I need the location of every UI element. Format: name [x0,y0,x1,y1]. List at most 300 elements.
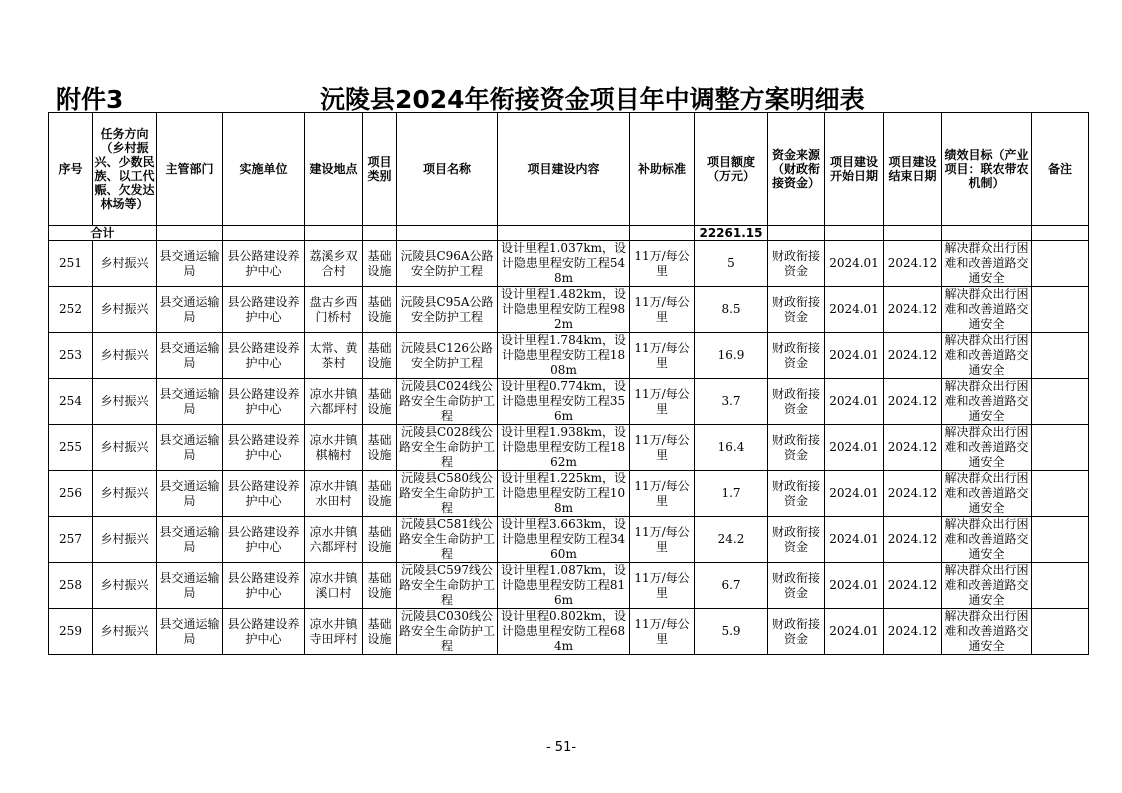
row-dept-text: 县交通运输局 [159,294,220,324]
table-row [49,471,1089,517]
row-source-text: 财政衔接资金 [771,570,820,600]
row-direction-text: 乡村振兴 [100,302,149,316]
row-standard-text: 11万/每公里 [634,478,690,508]
row-direction [93,425,157,471]
row-direction [93,609,157,655]
row-name [397,471,498,517]
row-end-text: 2024.12 [887,532,938,546]
row-goal-text: 解决群众出行困难和改善道路交通安全 [944,333,1029,377]
row-source [768,471,825,517]
row-name [397,563,498,609]
row-direction-text: 乡村振兴 [100,256,149,270]
row-direction-text: 乡村振兴 [100,578,149,592]
col-header-dept: 主管部门 [157,113,223,226]
row-standard [630,471,695,517]
row-dept [157,563,223,609]
row-dept [157,241,223,287]
row-content [498,379,630,425]
row-unit [223,241,305,287]
row-goal-text: 解决群众出行困难和改善道路交通安全 [944,287,1029,331]
row-note [1032,563,1089,609]
row-source [768,517,825,563]
col-header-direction: 任务方向（乡村振兴、少数民族、以工代赈、欠发达林场等） [93,113,157,226]
table-row [49,287,1089,333]
row-end [884,609,942,655]
row-end [884,287,942,333]
row-content [498,287,630,333]
row-standard [630,563,695,609]
table-row [49,379,1089,425]
table-row [49,517,1089,563]
row-dept [157,287,223,333]
row-direction [93,471,157,517]
row-end-text: 2024.12 [887,440,938,454]
row-content [498,609,630,655]
total-row [49,226,1089,241]
row-name [397,287,498,333]
row-dept-text: 县交通运输局 [159,248,220,278]
row-note [1032,241,1089,287]
total-cell [884,226,942,241]
total-cell [305,226,363,241]
row-note [1032,517,1089,563]
page-number: - 51- [545,740,577,755]
row-source [768,425,825,471]
row-category-text: 基础设施 [367,570,392,600]
row-direction-text: 乡村振兴 [100,394,149,408]
col-header-name: 项目名称 [397,113,498,226]
row-end-text: 2024.12 [887,256,938,270]
row-start-text: 2024.01 [829,348,879,362]
row-direction [93,517,157,563]
col-header-category: 项目类别 [363,113,397,226]
row-goal-text: 解决群众出行困难和改善道路交通安全 [944,563,1029,607]
row-amount-text: 5 [727,256,735,270]
row-name-text: 沅陵县C597线公路安全生命防护工程 [398,563,495,607]
row-no [49,609,93,655]
row-place-text: 凉水井镇溪口村 [309,570,358,600]
row-goal-text: 解决群众出行困难和改善道路交通安全 [944,517,1029,561]
total-cell [363,226,397,241]
row-place-text: 凉水井镇六都坪村 [309,524,358,554]
row-end-text: 2024.12 [887,486,938,500]
row-amount [695,425,768,471]
row-category-text: 基础设施 [367,478,392,508]
row-dept-text: 县交通运输局 [159,616,220,646]
row-standard-text: 11万/每公里 [634,432,690,462]
row-start [825,333,884,379]
row-name-text: 沅陵县C024线公路安全生命防护工程 [398,379,495,423]
col-header-source: 资金来源（财政衔接资金） [768,113,825,226]
row-name-text: 沅陵县C96A公路安全防护工程 [400,248,494,278]
row-source [768,563,825,609]
row-no-text: 257 [59,532,82,546]
row-source-text: 财政衔接资金 [771,248,820,278]
row-no-text: 256 [59,486,82,500]
row-name-text: 沅陵县C580线公路安全生命防护工程 [398,471,495,515]
row-standard [630,287,695,333]
row-source-text: 财政衔接资金 [771,478,820,508]
row-goal [942,609,1032,655]
row-start [825,425,884,471]
row-source [768,287,825,333]
document-header [48,80,1088,112]
total-cell [825,226,884,241]
row-standard-text: 11万/每公里 [634,294,690,324]
row-standard-text: 11万/每公里 [634,570,690,600]
row-end-text: 2024.12 [887,578,938,592]
row-start [825,517,884,563]
row-start-text: 2024.01 [829,578,879,592]
row-name-text: 沅陵县C030线公路安全生命防护工程 [398,609,495,653]
total-cell [397,226,498,241]
row-place [305,287,363,333]
row-source [768,241,825,287]
row-goal-text: 解决群众出行困难和改善道路交通安全 [944,425,1029,469]
row-no-text: 254 [59,394,82,408]
row-source-text: 财政衔接资金 [771,386,820,416]
row-end [884,379,942,425]
col-header-goal: 绩效目标（产业项目：联农带农机制） [942,113,1032,226]
row-category-text: 基础设施 [367,386,392,416]
row-standard [630,609,695,655]
row-name-text: 沅陵县C581线公路安全生命防护工程 [398,517,495,561]
row-standard-text: 11万/每公里 [634,524,690,554]
row-direction [93,287,157,333]
row-place-text: 凉水井镇寺田坪村 [309,616,358,646]
row-amount [695,379,768,425]
row-direction-text: 乡村振兴 [100,348,149,362]
row-source [768,379,825,425]
row-place-text: 凉水井镇棋楠村 [309,432,358,462]
row-unit [223,379,305,425]
row-standard [630,241,695,287]
row-standard [630,333,695,379]
row-goal [942,241,1032,287]
row-start-text: 2024.01 [829,256,879,270]
row-content-text: 设计里程1.225km，设计隐患里程安防工程108m [500,471,626,515]
row-place [305,471,363,517]
row-amount [695,471,768,517]
row-content-text: 设计里程1.087km，设计隐患里程安防工程816m [500,563,626,607]
row-category [363,287,397,333]
row-category [363,609,397,655]
row-name [397,517,498,563]
row-start [825,287,884,333]
row-unit [223,517,305,563]
total-cell [1032,226,1089,241]
row-amount-text: 5.9 [721,624,741,638]
row-dept-text: 县交通运输局 [159,570,220,600]
row-content-text: 设计里程1.482km，设计隐患里程安防工程982m [500,287,626,331]
row-goal [942,563,1032,609]
row-content [498,563,630,609]
row-unit [223,425,305,471]
row-standard-text: 11万/每公里 [634,386,690,416]
row-direction [93,333,157,379]
row-category [363,241,397,287]
row-unit [223,563,305,609]
row-direction-text: 乡村振兴 [100,624,149,638]
row-unit-text: 县公路建设养护中心 [227,432,300,462]
row-dept-text: 县交通运输局 [159,386,220,416]
row-dept [157,609,223,655]
row-amount-text: 6.7 [721,578,741,592]
row-category [363,333,397,379]
row-no-text: 255 [59,440,82,454]
row-name [397,333,498,379]
table-header-row [49,113,1089,226]
row-standard-text: 11万/每公里 [634,340,690,370]
row-content-text: 设计里程1.938km，设计隐患里程安防工程1862m [500,425,626,469]
row-place [305,563,363,609]
project-table [48,112,1089,655]
row-no [49,517,93,563]
row-place-text: 凉水井镇六都坪村 [309,386,358,416]
row-category [363,425,397,471]
row-name [397,425,498,471]
row-goal-text: 解决群众出行困难和改善道路交通安全 [944,609,1029,653]
row-no-text: 253 [59,348,82,362]
row-no [49,241,93,287]
row-unit-text: 县公路建设养护中心 [227,340,300,370]
row-start-text: 2024.01 [829,486,879,500]
total-cell [630,226,695,241]
row-name-text: 沅陵县C028线公路安全生命防护工程 [398,425,495,469]
row-amount-text: 16.9 [717,348,745,362]
row-source [768,609,825,655]
row-place [305,333,363,379]
row-dept-text: 县交通运输局 [159,340,220,370]
row-unit [223,333,305,379]
row-category-text: 基础设施 [367,340,392,370]
row-dept [157,471,223,517]
row-place-text: 荔溪乡双合村 [309,248,358,278]
row-content [498,333,630,379]
row-name-text: 沅陵县C126公路安全防护工程 [400,340,494,370]
row-source-text: 财政衔接资金 [771,340,820,370]
row-end-text: 2024.12 [887,348,938,362]
row-no-text: 259 [59,624,82,638]
row-place-text: 凉水井镇水田村 [309,478,358,508]
row-category [363,563,397,609]
row-category [363,379,397,425]
row-amount-text: 8.5 [721,302,741,316]
row-no-text: 251 [59,256,82,270]
row-goal [942,333,1032,379]
row-standard-text: 11万/每公里 [634,248,690,278]
row-no [49,471,93,517]
total-cell [942,226,1032,241]
row-unit-text: 县公路建设养护中心 [227,478,300,508]
row-goal-text: 解决群众出行困难和改善道路交通安全 [944,241,1029,285]
row-start [825,379,884,425]
col-header-end: 项目建设结束日期 [884,113,942,226]
table-row [49,563,1089,609]
row-source-text: 财政衔接资金 [771,616,820,646]
col-header-start: 项目建设开始日期 [825,113,884,226]
row-category-text: 基础设施 [367,294,392,324]
row-unit-text: 县公路建设养护中心 [227,524,300,554]
row-no [49,563,93,609]
row-direction [93,241,157,287]
row-goal [942,287,1032,333]
total-cell [768,226,825,241]
attachment-label: 附件3 [56,85,124,114]
row-end [884,517,942,563]
total-amount: 22261.15 [695,226,768,241]
row-start [825,563,884,609]
row-dept [157,379,223,425]
row-goal [942,425,1032,471]
row-no [49,287,93,333]
row-unit-text: 县公路建设养护中心 [227,248,300,278]
total-cell [498,226,630,241]
row-name [397,241,498,287]
row-end [884,425,942,471]
row-dept [157,517,223,563]
row-direction [93,379,157,425]
row-unit-text: 县公路建设养护中心 [227,570,300,600]
row-start [825,471,884,517]
row-category-text: 基础设施 [367,524,392,554]
row-goal [942,379,1032,425]
col-header-unit: 实施单位 [223,113,305,226]
col-header-content: 项目建设内容 [498,113,630,226]
row-name [397,379,498,425]
table-row [49,241,1089,287]
total-label: 合计 [49,226,157,241]
row-end [884,471,942,517]
row-no-text: 258 [59,578,82,592]
page-title: 沅陵县2024年衔接资金项目年中调整方案明细表 [320,85,865,114]
table-row [49,333,1089,379]
row-place [305,425,363,471]
row-direction-text: 乡村振兴 [100,532,149,546]
row-content-text: 设计里程1.784km，设计隐患里程安防工程1808m [500,333,626,377]
row-amount-text: 24.2 [717,532,745,546]
row-content [498,517,630,563]
row-place-text: 盘古乡西门桥村 [309,294,358,324]
row-note [1032,287,1089,333]
row-start-text: 2024.01 [829,394,879,408]
col-header-note: 备注 [1032,113,1089,226]
table-row [49,609,1089,655]
row-goal [942,471,1032,517]
row-unit-text: 县公路建设养护中心 [227,616,300,646]
row-goal [942,517,1032,563]
row-content [498,241,630,287]
row-amount-text: 1.7 [721,486,741,500]
row-dept-text: 县交通运输局 [159,524,220,554]
row-unit [223,287,305,333]
row-content [498,425,630,471]
row-place [305,517,363,563]
row-content-text: 设计里程0.802km，设计隐患里程安防工程684m [500,609,626,653]
row-end-text: 2024.12 [887,302,938,316]
row-name-text: 沅陵县C95A公路安全防护工程 [400,294,494,324]
row-goal-text: 解决群众出行困难和改善道路交通安全 [944,471,1029,515]
row-start-text: 2024.01 [829,532,879,546]
table-row [49,425,1089,471]
col-header-place: 建设地点 [305,113,363,226]
row-note [1032,609,1089,655]
row-category-text: 基础设施 [367,248,392,278]
row-amount [695,517,768,563]
row-amount [695,609,768,655]
row-dept-text: 县交通运输局 [159,478,220,508]
row-source-text: 财政衔接资金 [771,294,820,324]
row-standard [630,425,695,471]
row-direction-text: 乡村振兴 [100,486,149,500]
row-start-text: 2024.01 [829,440,879,454]
row-amount-text: 3.7 [721,394,741,408]
row-note [1032,471,1089,517]
col-header-standard: 补助标准 [630,113,695,226]
row-note [1032,333,1089,379]
row-amount [695,287,768,333]
row-category [363,517,397,563]
total-cell [157,226,223,241]
row-standard-text: 11万/每公里 [634,616,690,646]
row-unit-text: 县公路建设养护中心 [227,294,300,324]
row-content-text: 设计里程0.774km，设计隐患里程安防工程356m [500,379,626,423]
row-category [363,471,397,517]
row-dept [157,333,223,379]
total-cell [223,226,305,241]
row-category-text: 基础设施 [367,432,392,462]
row-no-text: 252 [59,302,82,316]
row-unit [223,609,305,655]
row-no [49,333,93,379]
row-standard [630,517,695,563]
row-start-text: 2024.01 [829,302,879,316]
row-standard [630,379,695,425]
row-direction [93,563,157,609]
col-header-no: 序号 [49,113,93,226]
row-amount [695,241,768,287]
row-start [825,241,884,287]
row-name [397,609,498,655]
row-no [49,379,93,425]
row-goal-text: 解决群众出行困难和改善道路交通安全 [944,379,1029,423]
row-category-text: 基础设施 [367,616,392,646]
row-amount [695,563,768,609]
row-dept-text: 县交通运输局 [159,432,220,462]
row-place [305,379,363,425]
row-end-text: 2024.12 [887,624,938,638]
row-place [305,241,363,287]
row-amount [695,333,768,379]
row-end [884,241,942,287]
row-end-text: 2024.12 [887,394,938,408]
row-place-text: 太常、黄茶村 [309,340,358,370]
row-amount-text: 16.4 [717,440,745,454]
row-note [1032,425,1089,471]
row-direction-text: 乡村振兴 [100,440,149,454]
row-end [884,563,942,609]
row-dept [157,425,223,471]
row-start [825,609,884,655]
row-note [1032,379,1089,425]
row-unit [223,471,305,517]
row-unit-text: 县公路建设养护中心 [227,386,300,416]
row-place [305,609,363,655]
row-content-text: 设计里程3.663km，设计隐患里程安防工程3460m [500,517,626,561]
col-header-amount: 项目额度（万元） [695,113,768,226]
row-content [498,471,630,517]
row-source [768,333,825,379]
